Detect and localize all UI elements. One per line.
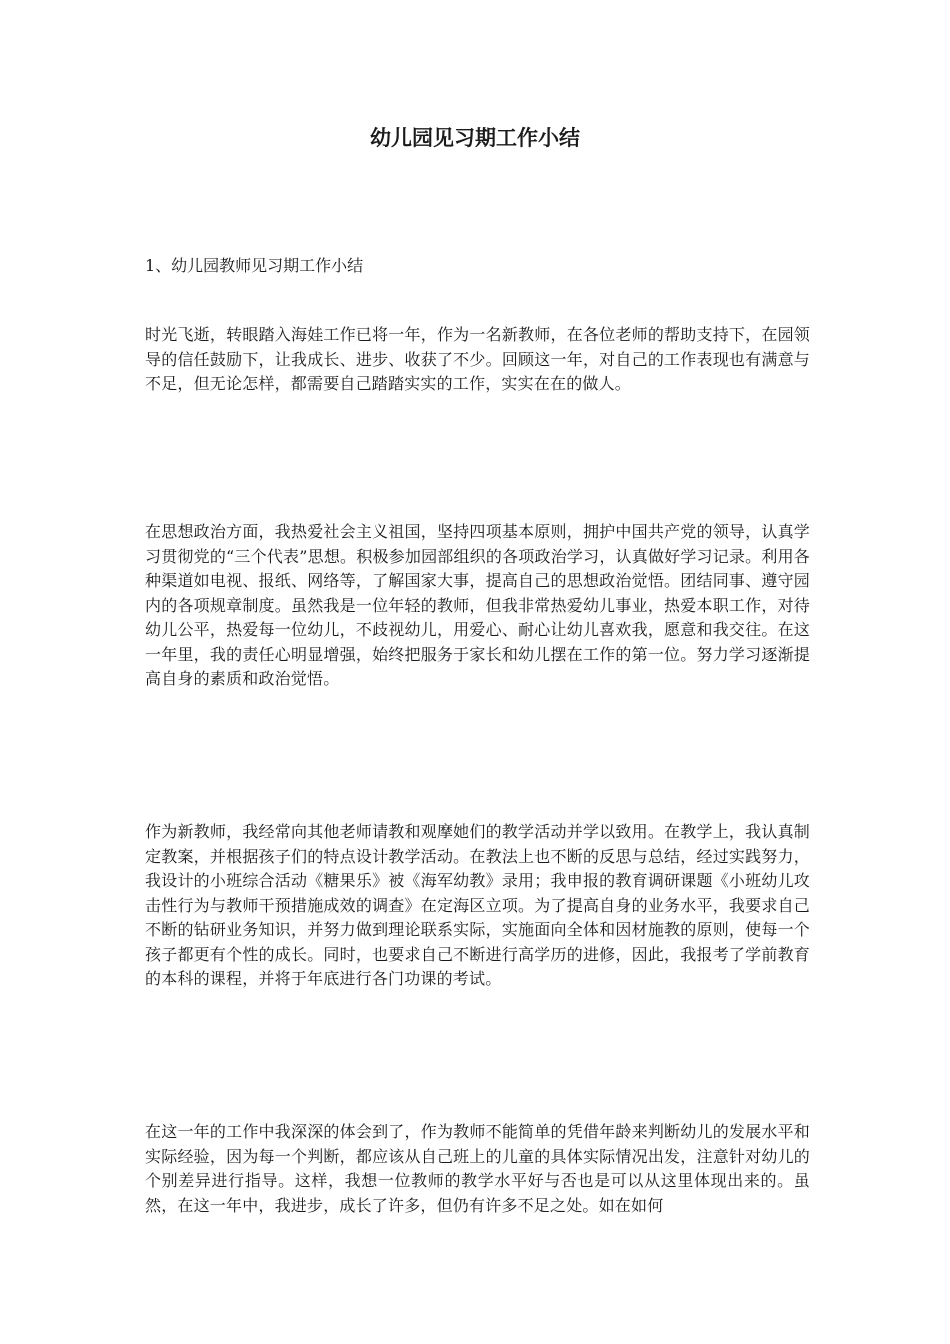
section-heading: 1、幼儿园教师见习期工作小结 <box>145 256 364 275</box>
paragraph-teaching: 作为新教师，我经常向其他老师请教和观摩她们的教学活动并学以致用。在教学上，我认真制定教案，并根据孩子们的特点设计教学活动。在教法上也不断的反思与总结，经过实践努力，我设计的小班综合活动《糖果乐》被《海军幼教》录用；我申报的教育调研课题《小班幼儿攻击性行为与教师干预措施成效的调查》在定海区立项。为了提高自身的业务水平，我要求自己不断的钻研业务知识，并努力做到理论联系实际，实施面向全体和因材施教的原则，使每一个孩子都更有个性的成长。同时，也要求自己不断进行高学历的进修，因此，我报考了学前教育的本科的课程，并将于年底进行各门功课的考试。 <box>145 822 810 988</box>
paragraph-politics: 在思想政治方面，我热爱社会主义祖国，坚持四项基本原则，拥护中国共产党的领导，认真学习贯彻党的“三个代表”思想。积极参加园部组织的各项政治学习，认真做好学习记录。利用各种渠道如电视、报纸、网络等，了解国家大事，提高自己的思想政治觉悟。团结同事、遵守园内的各项规章制度。虽然我是一位年轻的教师，但我非常热爱幼儿事业，热爱本职工作，对待幼儿公平，热爱每一位幼儿，不歧视幼儿，用爱心、耐心让幼儿喜欢我，愿意和我交往。在这一年里，我的责任心明显增强，始终把服务于家长和幼儿摆在工作的第一位。努力学习逐渐提高自身的素质和政治觉悟。 <box>145 522 810 688</box>
document-title: 幼儿园见习期工作小结 <box>370 125 580 150</box>
paragraph-intro: 时光飞逝，转眼踏入海娃工作已将一年，作为一名新教师，在各位老师的帮助支持下，在园领导的信任鼓励下，让我成长、进步、收获了不少。回顾这一年，对自己的工作表现也有满意与不足，但无论怎样，都需要自己踏踏实实的工作，实实在在的做人。 <box>145 325 810 393</box>
paragraph-reflection: 在这一年的工作中我深深的体会到了，作为教师不能简单的凭借年龄来判断幼儿的发展水平和实际经验，因为每一个判断，都应该从自己班上的儿童的具体实际情况出发，注意针对幼儿的个别差异进行指导。这样，我想一位教师的教学水平好与否也是可以从这里体现出来的。虽然，在这一年中，我进步，成长了许多，但仍有许多不足之处。如在如何 <box>145 1122 810 1215</box>
